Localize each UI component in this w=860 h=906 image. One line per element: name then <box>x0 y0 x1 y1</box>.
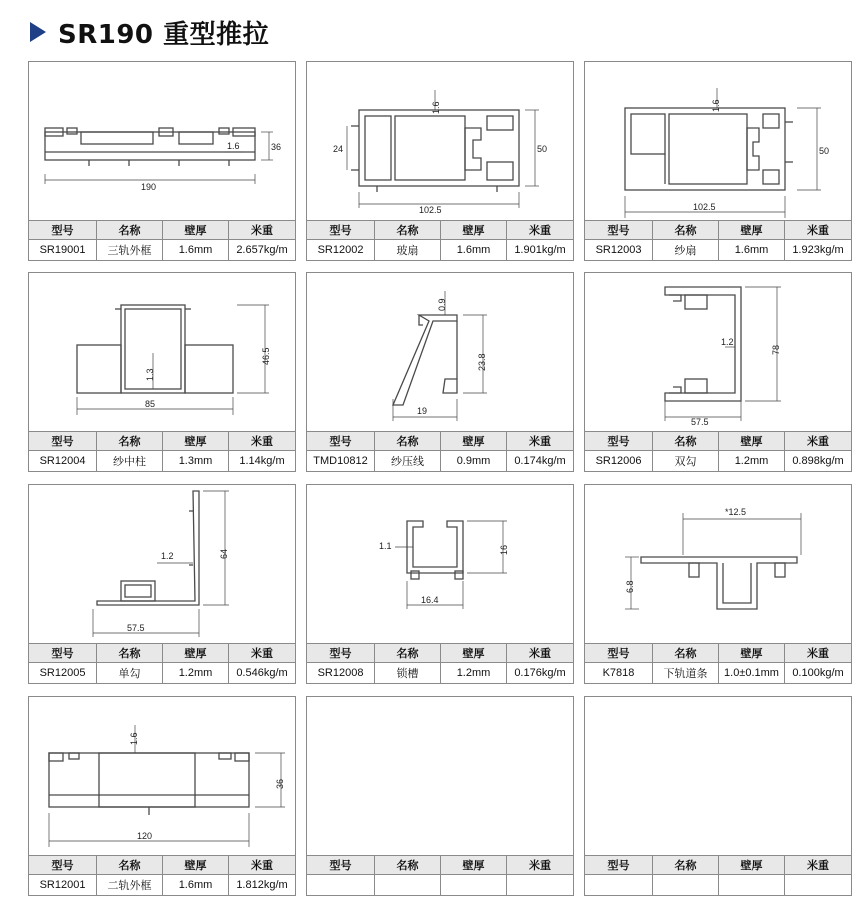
name-value: 下轨道条 <box>653 663 719 683</box>
header-model: 型号 <box>29 221 97 239</box>
name-value: 玻扇 <box>375 240 441 260</box>
dim-thickness: 1.1 <box>379 541 392 551</box>
name-value: 纱中柱 <box>97 451 163 471</box>
header-thickness: 壁厚 <box>719 644 785 662</box>
name-value: 锁槽 <box>375 663 441 683</box>
header-thickness: 壁厚 <box>163 432 229 450</box>
dim-width: 16.4 <box>421 595 439 605</box>
model-value <box>585 875 653 895</box>
spec-table <box>29 431 295 471</box>
thickness-value: 1.3mm <box>163 451 229 471</box>
header-weight: 米重 <box>251 436 273 448</box>
dim-height: 36 <box>275 778 285 789</box>
dim-thickness: 1.6 <box>227 141 240 151</box>
spec-table <box>585 431 851 471</box>
arrow-right-icon <box>30 22 46 42</box>
dim-height: 64 <box>219 548 229 559</box>
model-value: SR12006 <box>585 451 653 471</box>
dim-height: 36 <box>271 142 282 152</box>
model-value: SR12005 <box>29 663 97 683</box>
dim-left-height: 24 <box>333 144 344 154</box>
profile-card <box>584 272 852 472</box>
profile-drawing <box>29 62 295 220</box>
spec-table <box>29 855 295 895</box>
name-value: 单勾 <box>97 663 163 683</box>
weight-value <box>507 875 573 895</box>
header-thickness: 壁厚 <box>719 432 785 450</box>
header-model: 型号 <box>29 856 97 874</box>
profile-card <box>584 61 852 261</box>
thickness-value: 1.0±0.1mm <box>719 663 785 683</box>
thickness-value <box>441 875 507 895</box>
header-model: 型号 <box>307 432 375 450</box>
name-value <box>653 875 719 895</box>
header-weight: 米重 <box>807 648 829 660</box>
profile-card <box>306 696 574 896</box>
page-title: SR190 重型推拉 <box>58 19 270 50</box>
dim-width: 57.5 <box>691 417 709 427</box>
dim-width: 57.5 <box>127 623 145 633</box>
name-value: 纱压线 <box>375 451 441 471</box>
header-name: 名称 <box>375 432 441 450</box>
dim-width: 120 <box>137 831 153 841</box>
header-name: 名称 <box>375 221 441 239</box>
thickness-value <box>719 875 785 895</box>
spec-table <box>307 431 573 471</box>
spec-table <box>585 855 851 895</box>
model-value: SR12002 <box>307 240 375 260</box>
model-value: SR12001 <box>29 875 97 895</box>
header-thickness: 壁厚 <box>441 221 507 239</box>
header-name: 名称 <box>97 644 163 662</box>
dim-thickness: 1.6 <box>431 101 441 114</box>
weight-value: 0.898kg/m <box>792 455 844 467</box>
model-value: SR12004 <box>29 451 97 471</box>
profile-card <box>306 484 574 684</box>
header-name: 名称 <box>653 221 719 239</box>
dim-height: 23.8 <box>477 353 487 371</box>
spec-table <box>307 220 573 260</box>
header-name: 名称 <box>653 856 719 874</box>
dim-width: 19 <box>417 406 428 416</box>
dim-width: 85 <box>145 399 156 409</box>
name-value: 纱扇 <box>653 240 719 260</box>
header-weight: 米重 <box>251 648 273 660</box>
dim-width: 190 <box>141 182 157 192</box>
header-model: 型号 <box>585 221 653 239</box>
thickness-value: 1.6mm <box>441 240 507 260</box>
header-weight: 米重 <box>807 436 829 448</box>
header-thickness: 壁厚 <box>163 856 229 874</box>
header-weight: 米重 <box>807 860 829 872</box>
header-weight: 米重 <box>251 225 273 237</box>
header-model: 型号 <box>307 644 375 662</box>
spec-table <box>29 643 295 683</box>
dim-thickness: 1.2 <box>721 337 734 347</box>
profile-drawing <box>307 273 573 431</box>
model-value: SR12003 <box>585 240 653 260</box>
dim-height: 78 <box>771 344 781 355</box>
header-model: 型号 <box>307 856 375 874</box>
dim-height: 6.8 <box>625 580 635 593</box>
profile-drawing <box>585 273 851 431</box>
name-value <box>375 875 441 895</box>
dim-thickness: 1.3 <box>145 368 155 381</box>
profile-drawing <box>307 62 573 220</box>
header-model: 型号 <box>585 856 653 874</box>
spec-table <box>307 855 573 895</box>
dim-width: 102.5 <box>419 205 442 215</box>
thickness-value: 1.6mm <box>163 240 229 260</box>
header-thickness: 壁厚 <box>441 644 507 662</box>
header-model: 型号 <box>29 644 97 662</box>
name-value: 三轨外框 <box>97 240 163 260</box>
header-weight: 米重 <box>251 860 273 872</box>
profile-card <box>306 61 574 261</box>
weight-value: 1.901kg/m <box>514 244 566 256</box>
name-value: 双勾 <box>653 451 719 471</box>
dim-thickness: 1.6 <box>129 732 139 745</box>
model-value <box>307 875 375 895</box>
header-model: 型号 <box>585 432 653 450</box>
profile-card <box>28 696 296 896</box>
header-model: 型号 <box>585 644 653 662</box>
profile-drawing <box>585 62 851 220</box>
profile-drawing <box>29 697 295 855</box>
header-name: 名称 <box>97 432 163 450</box>
profile-card <box>28 272 296 472</box>
model-value: SR12008 <box>307 663 375 683</box>
header-thickness: 壁厚 <box>441 432 507 450</box>
header-weight: 米重 <box>529 436 551 448</box>
dim-height: 50 <box>537 144 548 154</box>
weight-value: 0.546kg/m <box>236 667 288 679</box>
weight-value: 1.923kg/m <box>792 244 844 256</box>
profile-drawing <box>29 485 295 643</box>
dim-height: 46.5 <box>261 347 271 365</box>
header-model: 型号 <box>29 432 97 450</box>
weight-value: 0.174kg/m <box>514 455 566 467</box>
header-thickness: 壁厚 <box>441 856 507 874</box>
dim-thickness: 1.6 <box>711 99 721 112</box>
model-value: K7818 <box>585 663 653 683</box>
header-weight: 米重 <box>529 860 551 872</box>
header-thickness: 壁厚 <box>163 221 229 239</box>
weight-value: 1.14kg/m <box>239 455 285 467</box>
profile-drawing <box>585 485 851 643</box>
header-thickness: 壁厚 <box>163 644 229 662</box>
weight-value: 0.176kg/m <box>514 667 566 679</box>
header-weight: 米重 <box>807 225 829 237</box>
weight-value: 0.100kg/m <box>792 667 844 679</box>
thickness-value: 1.2mm <box>163 663 229 683</box>
profile-card <box>306 272 574 472</box>
name-value: 二轨外框 <box>97 875 163 895</box>
header-name: 名称 <box>653 644 719 662</box>
profile-drawing <box>585 697 851 855</box>
header-name: 名称 <box>375 856 441 874</box>
weight-value <box>785 875 851 895</box>
dim-height: 50 <box>819 146 830 156</box>
profile-card <box>584 484 852 684</box>
thickness-value: 1.2mm <box>441 663 507 683</box>
spec-table <box>585 220 851 260</box>
header-name: 名称 <box>375 644 441 662</box>
model-value: TMD10812 <box>307 451 375 471</box>
profile-card <box>28 484 296 684</box>
profile-drawing <box>307 485 573 643</box>
header-model: 型号 <box>307 221 375 239</box>
profile-drawing <box>307 697 573 855</box>
header-name: 名称 <box>97 856 163 874</box>
page-header <box>30 14 269 50</box>
thickness-value: 1.2mm <box>719 451 785 471</box>
thickness-value: 1.6mm <box>719 240 785 260</box>
header-name: 名称 <box>653 432 719 450</box>
thickness-value: 1.6mm <box>163 875 229 895</box>
spec-table <box>307 643 573 683</box>
profile-card <box>584 696 852 896</box>
dim-width: *12.5 <box>725 507 747 517</box>
weight-value: 2.657kg/m <box>236 244 288 256</box>
dim-thickness: 1.2 <box>161 551 174 561</box>
spec-table <box>29 220 295 260</box>
model-value: SR19001 <box>29 240 97 260</box>
dim-width: 102.5 <box>693 202 716 212</box>
profile-card <box>28 61 296 261</box>
header-thickness: 壁厚 <box>719 221 785 239</box>
spec-table <box>585 643 851 683</box>
header-name: 名称 <box>97 221 163 239</box>
thickness-value: 0.9mm <box>441 451 507 471</box>
header-weight: 米重 <box>529 225 551 237</box>
dim-height: 16 <box>499 544 509 555</box>
header-weight: 米重 <box>529 648 551 660</box>
dim-thickness: 0.9 <box>437 298 447 311</box>
profile-drawing <box>29 273 295 431</box>
weight-value: 1.812kg/m <box>236 879 288 891</box>
header-thickness: 壁厚 <box>719 856 785 874</box>
